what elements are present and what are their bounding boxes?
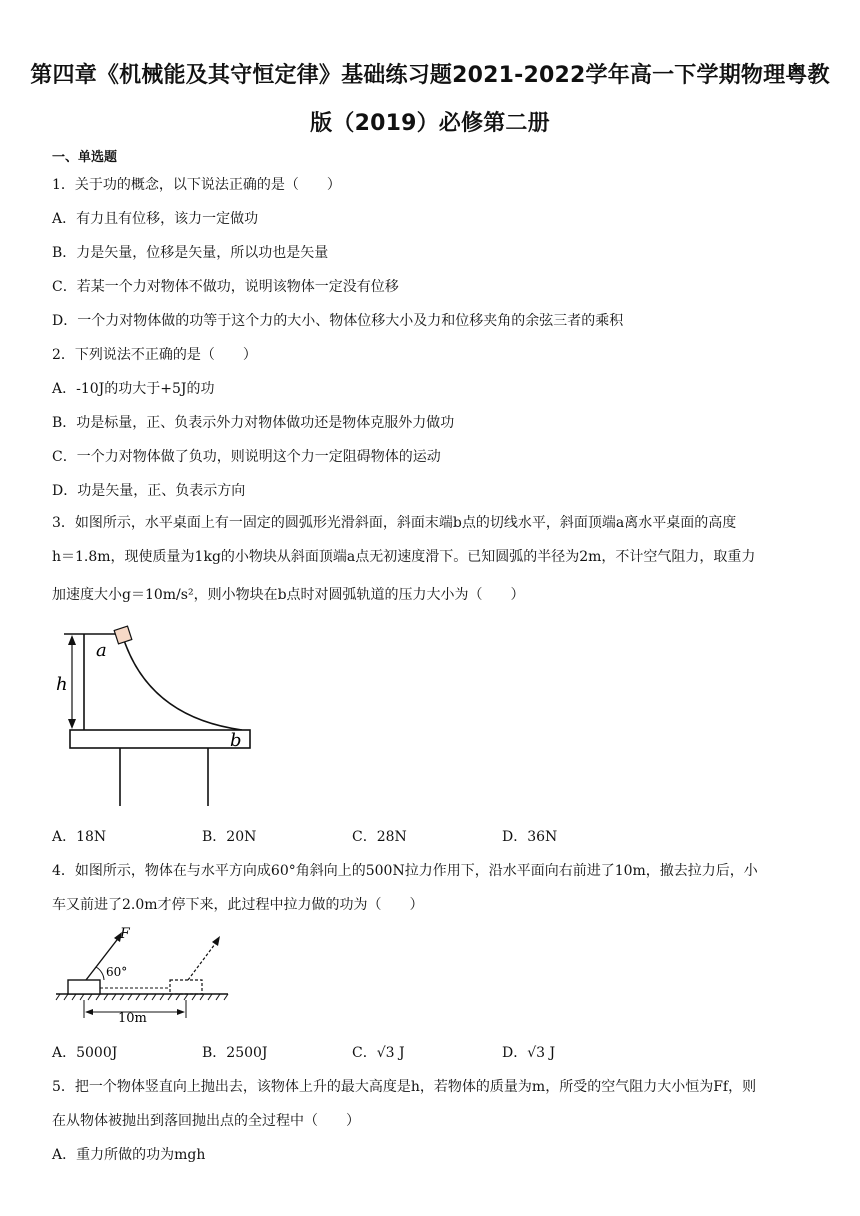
q1-option-a: A．有力且有位移，该力一定做功: [52, 211, 259, 227]
q3-stem-line-3: 加速度大小g＝10m/s²，则小物块在b点时对圆弧轨道的压力大小为（ ）: [52, 587, 525, 603]
fig-label-b: b: [230, 730, 242, 751]
q4-option-d: D．√3 J: [502, 1045, 556, 1061]
q1-stem: 1．关于功的概念，以下说法正确的是（ ）: [52, 177, 341, 193]
q5-option-a: A．重力所做的功为mgh: [52, 1147, 206, 1163]
q1-option-c: C．若某一个力对物体不做功，说明该物体一定没有位移: [52, 279, 399, 295]
fig-label-f: F: [120, 926, 130, 942]
fig-label-a: a: [96, 640, 107, 661]
q3-stem-line-2: h＝1.8m，现使质量为1kg的小物块从斜面顶端a点无初速度滑下。已知圆弧的半径为2m，不计空气阻力，取重力: [52, 549, 756, 565]
q4-option-c: C．√3 J: [352, 1045, 405, 1061]
q1-option-b: B．力是矢量，位移是矢量，所以功也是矢量: [52, 245, 329, 261]
q3-option-a: A．18N: [52, 829, 107, 845]
fig-label-distance: 10m: [118, 1011, 147, 1026]
q2-stem: 2．下列说法不正确的是（ ）: [52, 347, 257, 363]
q3-option-b: B．20N: [202, 829, 257, 845]
q4-option-b: B．2500J: [202, 1045, 268, 1061]
q2-option-c: C．一个力对物体做了负功，则说明这个力一定阻碍物体的运动: [52, 449, 441, 465]
q5-stem-line-1: 5．把一个物体竖直向上抛出去，该物体上升的最大高度是h，若物体的质量为m，所受的空气阻力大小恒为Ff，则: [52, 1079, 757, 1095]
fig-label-angle: 60°: [106, 965, 128, 979]
q1-option-d: D．一个力对物体做的功等于这个力的大小、物体位移大小及力和位移夹角的余弦三者的乘积: [52, 313, 624, 329]
title-line-1: 第四章《机械能及其守恒定律》基础练习题2021-2022学年高一下学期物理粤教: [30, 63, 830, 88]
q4-option-a: A．5000J: [52, 1045, 118, 1061]
q4-stem-line-1: 4．如图所示，物体在与水平方向成60°角斜向上的500N拉力作用下，沿水平面向右前进了10m，撤去拉力后，小: [52, 863, 758, 879]
fig-label-h: h: [56, 674, 68, 695]
title-line-2: 版（2019）必修第二册: [310, 111, 550, 136]
pulling-force-figure: [52, 926, 232, 1026]
q2-option-b: B．功是标量，正、负表示外力对物体做功还是物体克服外力做功: [52, 415, 455, 431]
q2-option-d: D．功是矢量，正、负表示方向: [52, 483, 246, 499]
q5-stem-line-2: 在从物体被抛出到落回抛出点的全过程中（ ）: [52, 1113, 360, 1129]
q3-stem-line-1: 3．如图所示，水平桌面上有一固定的圆弧形光滑斜面，斜面末端b点的切线水平，斜面顶端a离水平桌面的高度: [52, 515, 737, 531]
section-heading: 一、单选题: [52, 150, 118, 165]
q2-option-a: A．-10J的功大于+5J的功: [52, 381, 215, 397]
q3-option-d: D．36N: [502, 829, 558, 845]
q3-option-c: C．28N: [352, 829, 407, 845]
q4-stem-line-2: 车又前进了2.0m才停下来，此过程中拉力做的功为（ ）: [52, 897, 424, 913]
incline-arc-figure: [52, 622, 262, 812]
